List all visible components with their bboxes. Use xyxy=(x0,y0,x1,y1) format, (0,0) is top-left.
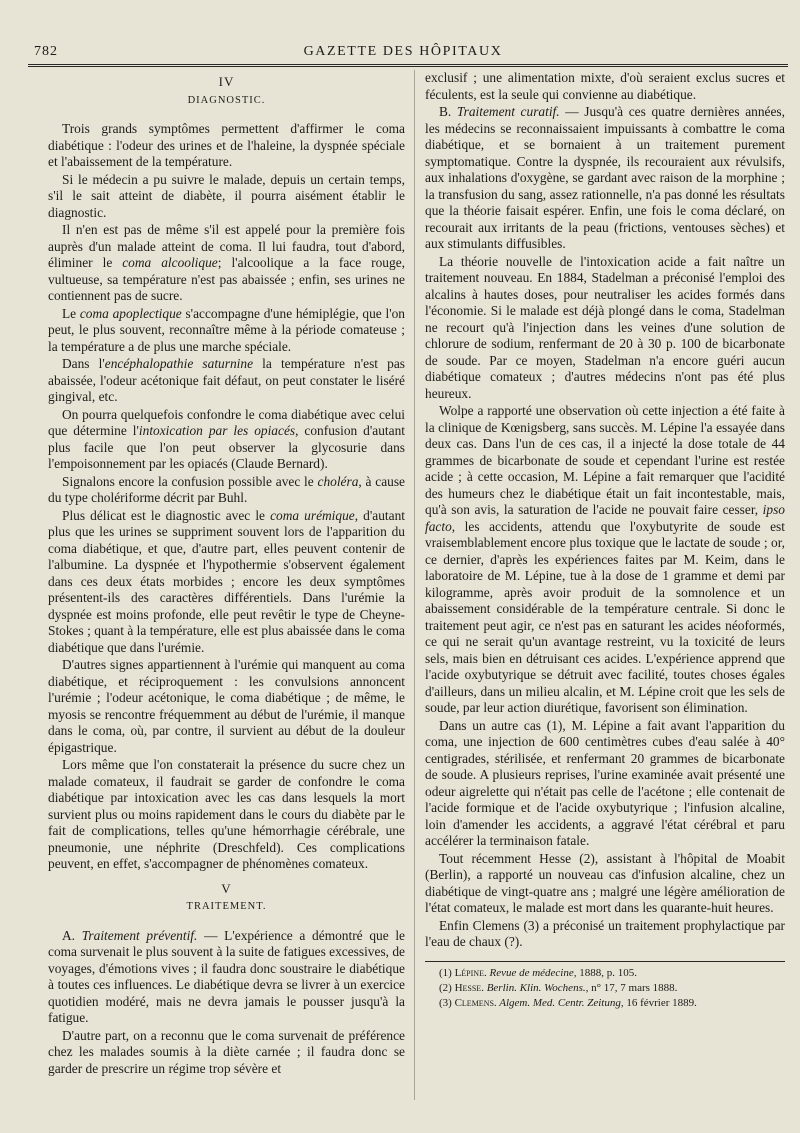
paragraph: exclusif ; une alimentation mixte, d'où seraient exclus sucres et féculents, est la seule qui convienne au diabétique. xyxy=(425,70,785,102)
paragraph: Enfin Clemens (3) a préconisé un traitement prophylactique par l'eau de chaux (?). xyxy=(425,917,785,949)
paragraph: Il n'en est pas de même s'il est appelé pour la première fois auprès d'un malade atteint de coma. Il lui faudra, tout d'abord, éliminer le coma alcoolique; l'alcoolique a la face rouge, vultueuse, sa température n'est pas abaissée ; enfin, ses urines ne contiennent pas de sucre. xyxy=(48,222,405,303)
paragraph: B. Traitement curatif. — Jusqu'à ces quatre dernières années, les médecins se reconnaissaient impuissants à combattre le coma diabétique, et se bornaient à un traitement purement symptomatique. Contre la dyspnée, ils recouraient aux révulsifs, aux inhalations d'oxygène, se gardant avec raison de la morphine ; la transfusion du sang, assez rationnelle, n'a pas donné les résultats que la théorie faisait espérer. Enfin, une fois le coma déclaré, on recourait aux irritants de la peau (frictions, ventouses sèches) et aux stimulants diffusibles. xyxy=(425,104,785,251)
page-number: 782 xyxy=(34,44,58,59)
paragraph: Si le médecin a pu suivre le malade, depuis un certain temps, s'il le sait atteint de diabète, il pourra aisément établir le diagnostic. xyxy=(48,171,405,220)
footnote: (1) Lépine. Revue de médecine, 1888, p. 105. xyxy=(439,966,637,979)
paragraph: Plus délicat est le diagnostic avec le coma urémique, d'autant plus que les urines se suppriment souvent lors de l'apparition du coma diabétique, et que, d'autre part, elles peuvent contenir de l'albumine. La dyspnée et l'hypothermie s'observent également dans ces deux états morbides ; encore les deux symptômes présentent-ils des caractères différentiels. Dans l'urémie la dyspnée est moins profonde, elle peut revêtir le type de Cheyne-Stokes ; quant à la température, elle est plus abaissée dans le coma diabétique que dans l'urémie. xyxy=(48,507,405,655)
paragraph: D'autre part, on a reconnu que le coma survenait de préférence chez les malades soumis à la diète carnée ; il faudra donc se garder de prescrire un régime trop sévère et xyxy=(48,1027,405,1076)
paragraph: Trois grands symptômes permettent d'affirmer le coma diabétique : l'odeur des urines et de l'haleine, la dyspnée spéciale et l'abaissement de la température. xyxy=(48,121,405,169)
header-rule xyxy=(28,64,788,67)
footnote-rule xyxy=(425,961,785,962)
paragraph: A. Traitement préventif. — L'expérience a démontré que le coma survenait le plus souvent à la suite de fatigues excessives, de voyages, d'émotions vives ; il faudra donc soustraire le diabétique à toutes ces influences. Le diabétique devra se livrer à un exercice quotidien modéré, mais ne devra jamais le pousser jusqu'à la fatigue. xyxy=(48,927,406,1025)
paragraph: La théorie nouvelle de l'intoxication acide a fait naître un traitement nouveau. En 1884, Stadelman a préconisé l'emploi des alcalins à hautes doses, pour neutraliser les acides formés dans l'économie. Si le malade est déjà plongé dans le coma, Stadelman ne recourt qu'à l'injection dans les veines d'une solution de chlorure de sodium, renfermant de 20 à 30 p. 100 de bicarbonate de soude. Par ce moyen, Stadelman n'a encore guéri aucun diabétique comateux ; d'autres médecins n'ont pas été plus heureux. xyxy=(425,253,785,401)
paragraph: Signalons encore la confusion possible avec le choléra, à cause du type cholériforme décrit par Buhl. xyxy=(48,473,405,505)
footnote: (2) Hesse. Berlin. Klin. Wochens., n° 17, 7 mars 1888. xyxy=(439,981,678,994)
page-header xyxy=(28,42,778,62)
section-title-diagnostic: DIAGNOSTIC. xyxy=(187,94,266,106)
journal-title: GAZETTE DES HÔPITAUX xyxy=(303,44,503,59)
paragraph: Tout récemment Hesse (2), assistant à l'hôpital de Moabit (Berlin), a rapporté un nouveau cas d'infusion alcaline, chez un diabétique de vingt-quatre ans ; malgré une légère amélioration de l'état comateux, le malade est mort dans les quarante-huit heures. xyxy=(425,850,785,915)
section-title-traitement: TRAITEMENT. xyxy=(186,901,267,912)
paragraph: D'autres signes appartiennent à l'urémie qui manquent au coma diabétique, et réciproquement : les convulsions annoncent l'urémie ; l'odeur acétonique, le coma diabétique ; de même, le myosis se rencontre fréquemment au début de l'urémie, il manque dans le coma, où, par contre, il survient au début de la douleur épigastrique. xyxy=(48,657,405,755)
left-column xyxy=(48,70,405,1078)
paragraph: Wolpe a rapporté une observation où cette injection a été faite à la clinique de Kœnigsberg, sans succès. M. Lépine l'a essayée dans deux cas. Dans l'un de ces cas, il a injecté la dose totale de 44 grammes de bicarbonate de soude et cependant l'urine est restée acide ; à cette occasion, M. Lépine a fait remarquer que l'acidité des humeurs chez le diabétique était un fait incontestable, mais, qu'à son avis, la saturation de l'acide ne pouvait faire cesser, ipso facto, les accidents, attendu que l'oxybutyrite de soude est vraisemblablement encore plus toxique que le lactate de soude ; or, ce dernier, d'après les expériences faites par M. Keim, dans le laboratoire de M. Lépine, tue à la dose de 1 gramme et demi par kilogramme, après avoir produit de la somnolence et un abaissement considérable de la température centrale. Si donc le traitement peut agir, ce n'est pas en saturant les acides néoformés, ce qui ne serait qu'un avantage restreint, vu la toxicité de leurs sels, mais bien en détruisant ces acides. L'expérience apprend que l'acide oxybutyrique se détruit avec facilité, toutes choses égales d'ailleurs, dans un milieu alcalin, et M. Lépine croit que les sels de soude, par leur action diurétique, favorisent son élimination. xyxy=(425,403,785,715)
paragraph: Le coma apoplectique s'accompagne d'une hémiplégie, que l'on peut, le plus souvent, reconnaître même à la période comateuse ; la température a de plus une marche spéciale. xyxy=(48,305,405,354)
paragraph: Dans l'encéphalopathie saturnine la température n'est pas abaissée, l'odeur acétonique fait défaut, on peut constater le liséré gingival, etc. xyxy=(48,356,406,404)
section-number-v: V xyxy=(221,880,232,896)
section-number-iv: IV xyxy=(218,74,235,89)
footnote: (3) Clemens. Algem. Med. Centr. Zeitung, 16 février 1889. xyxy=(439,996,697,1009)
paragraph: Dans un autre cas (1), M. Lépine a fait avant l'apparition du coma, une injection de 600 centimètres cubes d'eau salée à 40° centigrades, stérilisée, et renfermant 20 grammes de bicarbonate de soude. A plusieurs reprises, l'urine examinée avait présenté une odeur aigrelette qui n'était pas celle de l'acétone ; elle contenait de l'acide formique et de l'acide oxybutyrique ; l'infusion alcaline, loin d'amender les accidents, a aggravé l'état cérébral et paru accélérer la terminaison fatale. xyxy=(425,717,785,848)
right-column xyxy=(425,70,785,1011)
paragraph: Lors même que l'on constaterait la présence du sucre chez un malade comateux, il faudrait se garder de confondre le coma diabétique par intoxication avec les cas dans lesquels la mort survient plus ou moins rapidement dans le cours du diabète par le fait de complications, telles qu'une hémorrhagie cérébrale, une pneumonie, une néphrite (Dreschfeld). Ces complications peuvent, en effet, s'accompagner de phénomènes comateux. xyxy=(48,757,405,871)
paragraph: On pourra quelquefois confondre le coma diabétique avec celui que détermine l'intoxication par les opiacés, confusion d'autant plus facile que l'on peut observer la glycosurie dans l'empoisonnement par les opiacés (Claude Bernard). xyxy=(48,406,405,471)
column-divider xyxy=(414,70,415,1100)
